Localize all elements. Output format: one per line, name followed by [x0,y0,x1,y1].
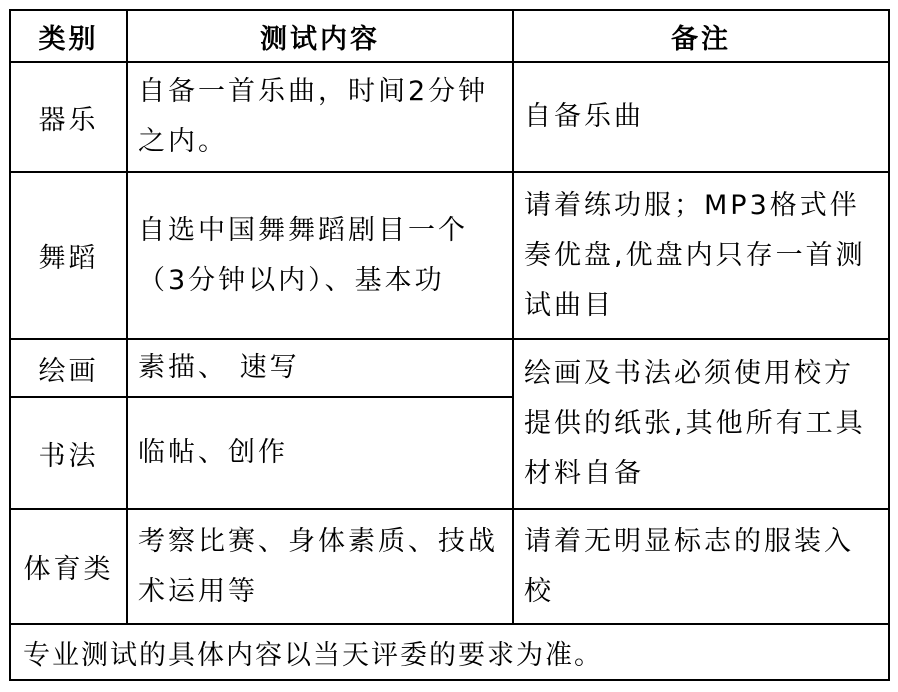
note-cell: 绘画及书法必须使用校方提供的纸张,其他所有工具材料自备 [513,339,889,509]
category-cell: 体育类 [10,509,127,624]
content-cell: 自备一首乐曲，时间2分钟之内。 [127,62,513,172]
table-row [10,62,889,172]
test-requirements-table [9,9,890,681]
category-cell: 书法 [10,397,127,509]
footer-note: 专业测试的具体内容以当天评委的要求为准。 [10,624,889,680]
note-cell: 自备乐曲 [513,62,889,172]
category-cell: 绘画 [10,339,127,397]
content-cell: 自选中国舞舞蹈剧目一个（3分钟以内）、基本功 [127,172,513,339]
note-cell: 请着练功服；MP3格式伴奏优盘,优盘内只存一首测试曲目 [513,172,889,339]
header-content: 测试内容 [127,10,513,62]
table-row [10,509,889,624]
content-cell: 临帖、创作 [127,397,513,509]
note-cell: 请着无明显标志的服装入校 [513,509,889,624]
header-row [10,10,889,62]
content-cell: 考察比赛、身体素质、技战术运用等 [127,509,513,624]
category-cell: 舞蹈 [10,172,127,339]
table-row [10,339,889,397]
content-cell: 素描、 速写 [127,339,513,397]
category-cell: 器乐 [10,62,127,172]
table-row [10,172,889,339]
footer-row [10,624,889,680]
header-note: 备注 [513,10,889,62]
header-category: 类别 [10,10,127,62]
